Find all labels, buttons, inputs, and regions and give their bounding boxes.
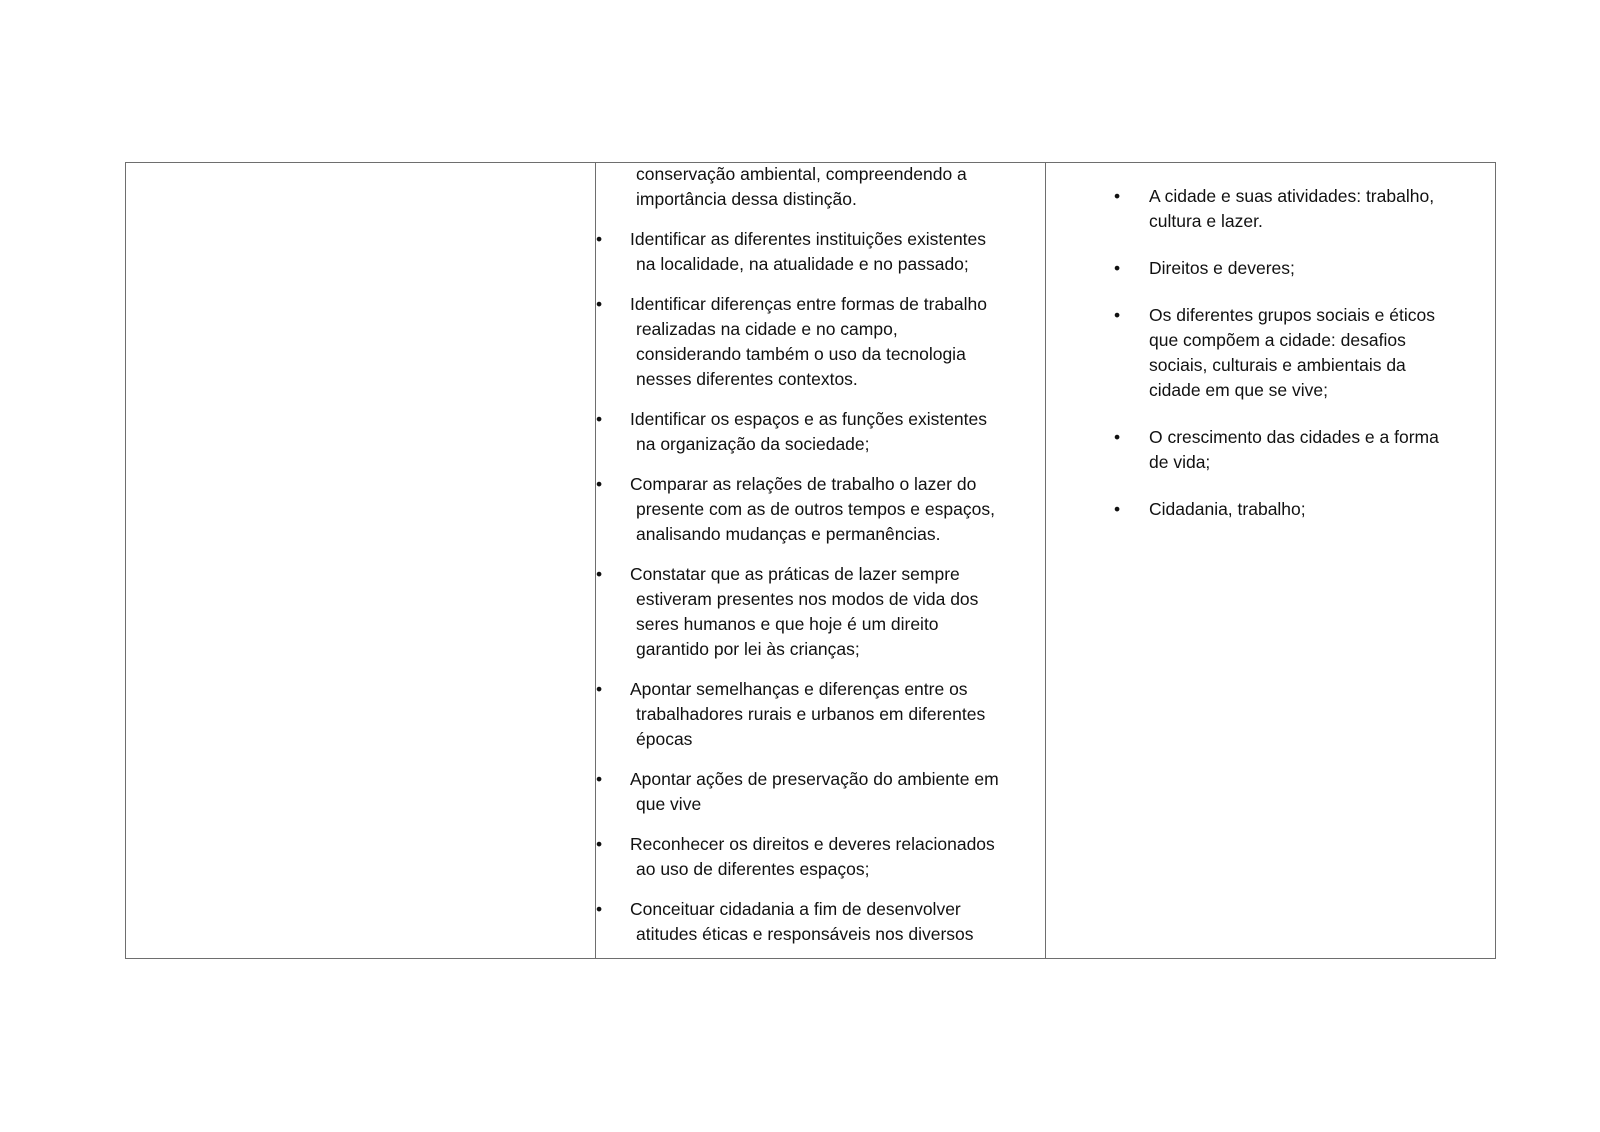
objective-line: Apontar ações de preservação do ambiente em [630, 769, 999, 789]
bullet-icon: • [596, 834, 603, 854]
objective-line: Apontar semelhanças e diferenças entre os [630, 679, 968, 699]
content-line: cultura e lazer. [1149, 211, 1263, 231]
objective-line: Comparar as relações de trabalho o lazer do [630, 474, 977, 494]
content-line: Direitos e deveres; [1149, 258, 1295, 278]
objective-line: Identificar as diferentes instituições existentes [630, 229, 987, 249]
table-column-contents [1046, 163, 1495, 958]
bullet-icon: • [596, 769, 603, 789]
bullet-icon: • [596, 294, 603, 314]
objective-line: seres humanos e que hoje é um direito [636, 614, 939, 634]
content-line: O crescimento das cidades e a forma [1149, 427, 1439, 447]
objective-item [596, 562, 1045, 662]
content-line: cidade em que se vive; [1149, 380, 1328, 400]
bullet-icon: • [596, 474, 603, 494]
bullet-icon: • [596, 679, 603, 699]
bullet-icon: • [1114, 427, 1121, 447]
bullet-icon: • [596, 899, 603, 919]
curriculum-table [125, 162, 1496, 959]
objective-line: nesses diferentes contextos. [636, 369, 858, 389]
objective-line: Conceituar cidadania a fim de desenvolver [630, 899, 961, 919]
table-column-objectives [596, 163, 1046, 958]
objective-item [596, 407, 1045, 457]
content-item [1046, 425, 1495, 475]
bullet-icon: • [596, 564, 603, 584]
objective-item [596, 677, 1045, 752]
objective-item [596, 832, 1045, 882]
objective-line: atitudes éticas e responsáveis nos diversos [636, 924, 974, 944]
continued-line: conservação ambiental, compreendendo a [636, 164, 967, 184]
content-line: de vida; [1149, 452, 1211, 472]
objective-item [596, 767, 1045, 817]
objective-line: garantido por lei às crianças; [636, 639, 860, 659]
objective-line: que vive [636, 794, 702, 814]
objective-item [596, 472, 1045, 547]
objective-line: ao uso de diferentes espaços; [636, 859, 870, 879]
objective-line: estiveram presentes nos modos de vida dos [636, 589, 979, 609]
content-line: A cidade e suas atividades: trabalho, [1149, 186, 1435, 206]
objective-line: trabalhadores rurais e urbanos em diferentes [636, 704, 986, 724]
objective-line: Reconhecer os direitos e deveres relacionados [630, 834, 995, 854]
objective-line: analisando mudanças e permanências. [636, 524, 941, 544]
objective-item [596, 227, 1045, 277]
content-line: Cidadania, trabalho; [1149, 499, 1306, 519]
objective-line: Identificar os espaços e as funções existentes [630, 409, 988, 429]
objective-item [596, 292, 1045, 392]
objective-line: Identificar diferenças entre formas de trabalho [630, 294, 987, 314]
content-item [1046, 303, 1495, 403]
content-item [1046, 497, 1495, 522]
objective-line: na organização da sociedade; [636, 434, 870, 454]
continued-item [596, 163, 1045, 212]
objective-line: realizadas na cidade e no campo, [636, 319, 898, 339]
objective-line: considerando também o uso da tecnologia [636, 344, 966, 364]
bullet-icon: • [596, 409, 603, 429]
bullet-icon: • [596, 229, 603, 249]
bullet-icon: • [1114, 186, 1121, 206]
content-line: sociais, culturais e ambientais da [1149, 355, 1406, 375]
content-item [1046, 184, 1495, 234]
objective-line: presente com as de outros tempos e espaços, [636, 499, 995, 519]
objectives-content [596, 163, 1045, 947]
objective-item [596, 897, 1045, 947]
continued-line: importância dessa distinção. [636, 189, 857, 209]
table-column-empty [126, 163, 596, 958]
content-item [1046, 256, 1495, 281]
objective-line: épocas [636, 729, 693, 749]
bullet-icon: • [1114, 258, 1121, 278]
objectives-list [596, 227, 1045, 947]
content-line: Os diferentes grupos sociais e éticos [1149, 305, 1435, 325]
bullet-icon: • [1114, 499, 1121, 519]
contents-list [1046, 184, 1495, 544]
objective-line: Constatar que as práticas de lazer sempre [630, 564, 960, 584]
objective-line: na localidade, na atualidade e no passado; [636, 254, 969, 274]
content-line: que compõem a cidade: desafios [1149, 330, 1406, 350]
bullet-icon: • [1114, 305, 1121, 325]
